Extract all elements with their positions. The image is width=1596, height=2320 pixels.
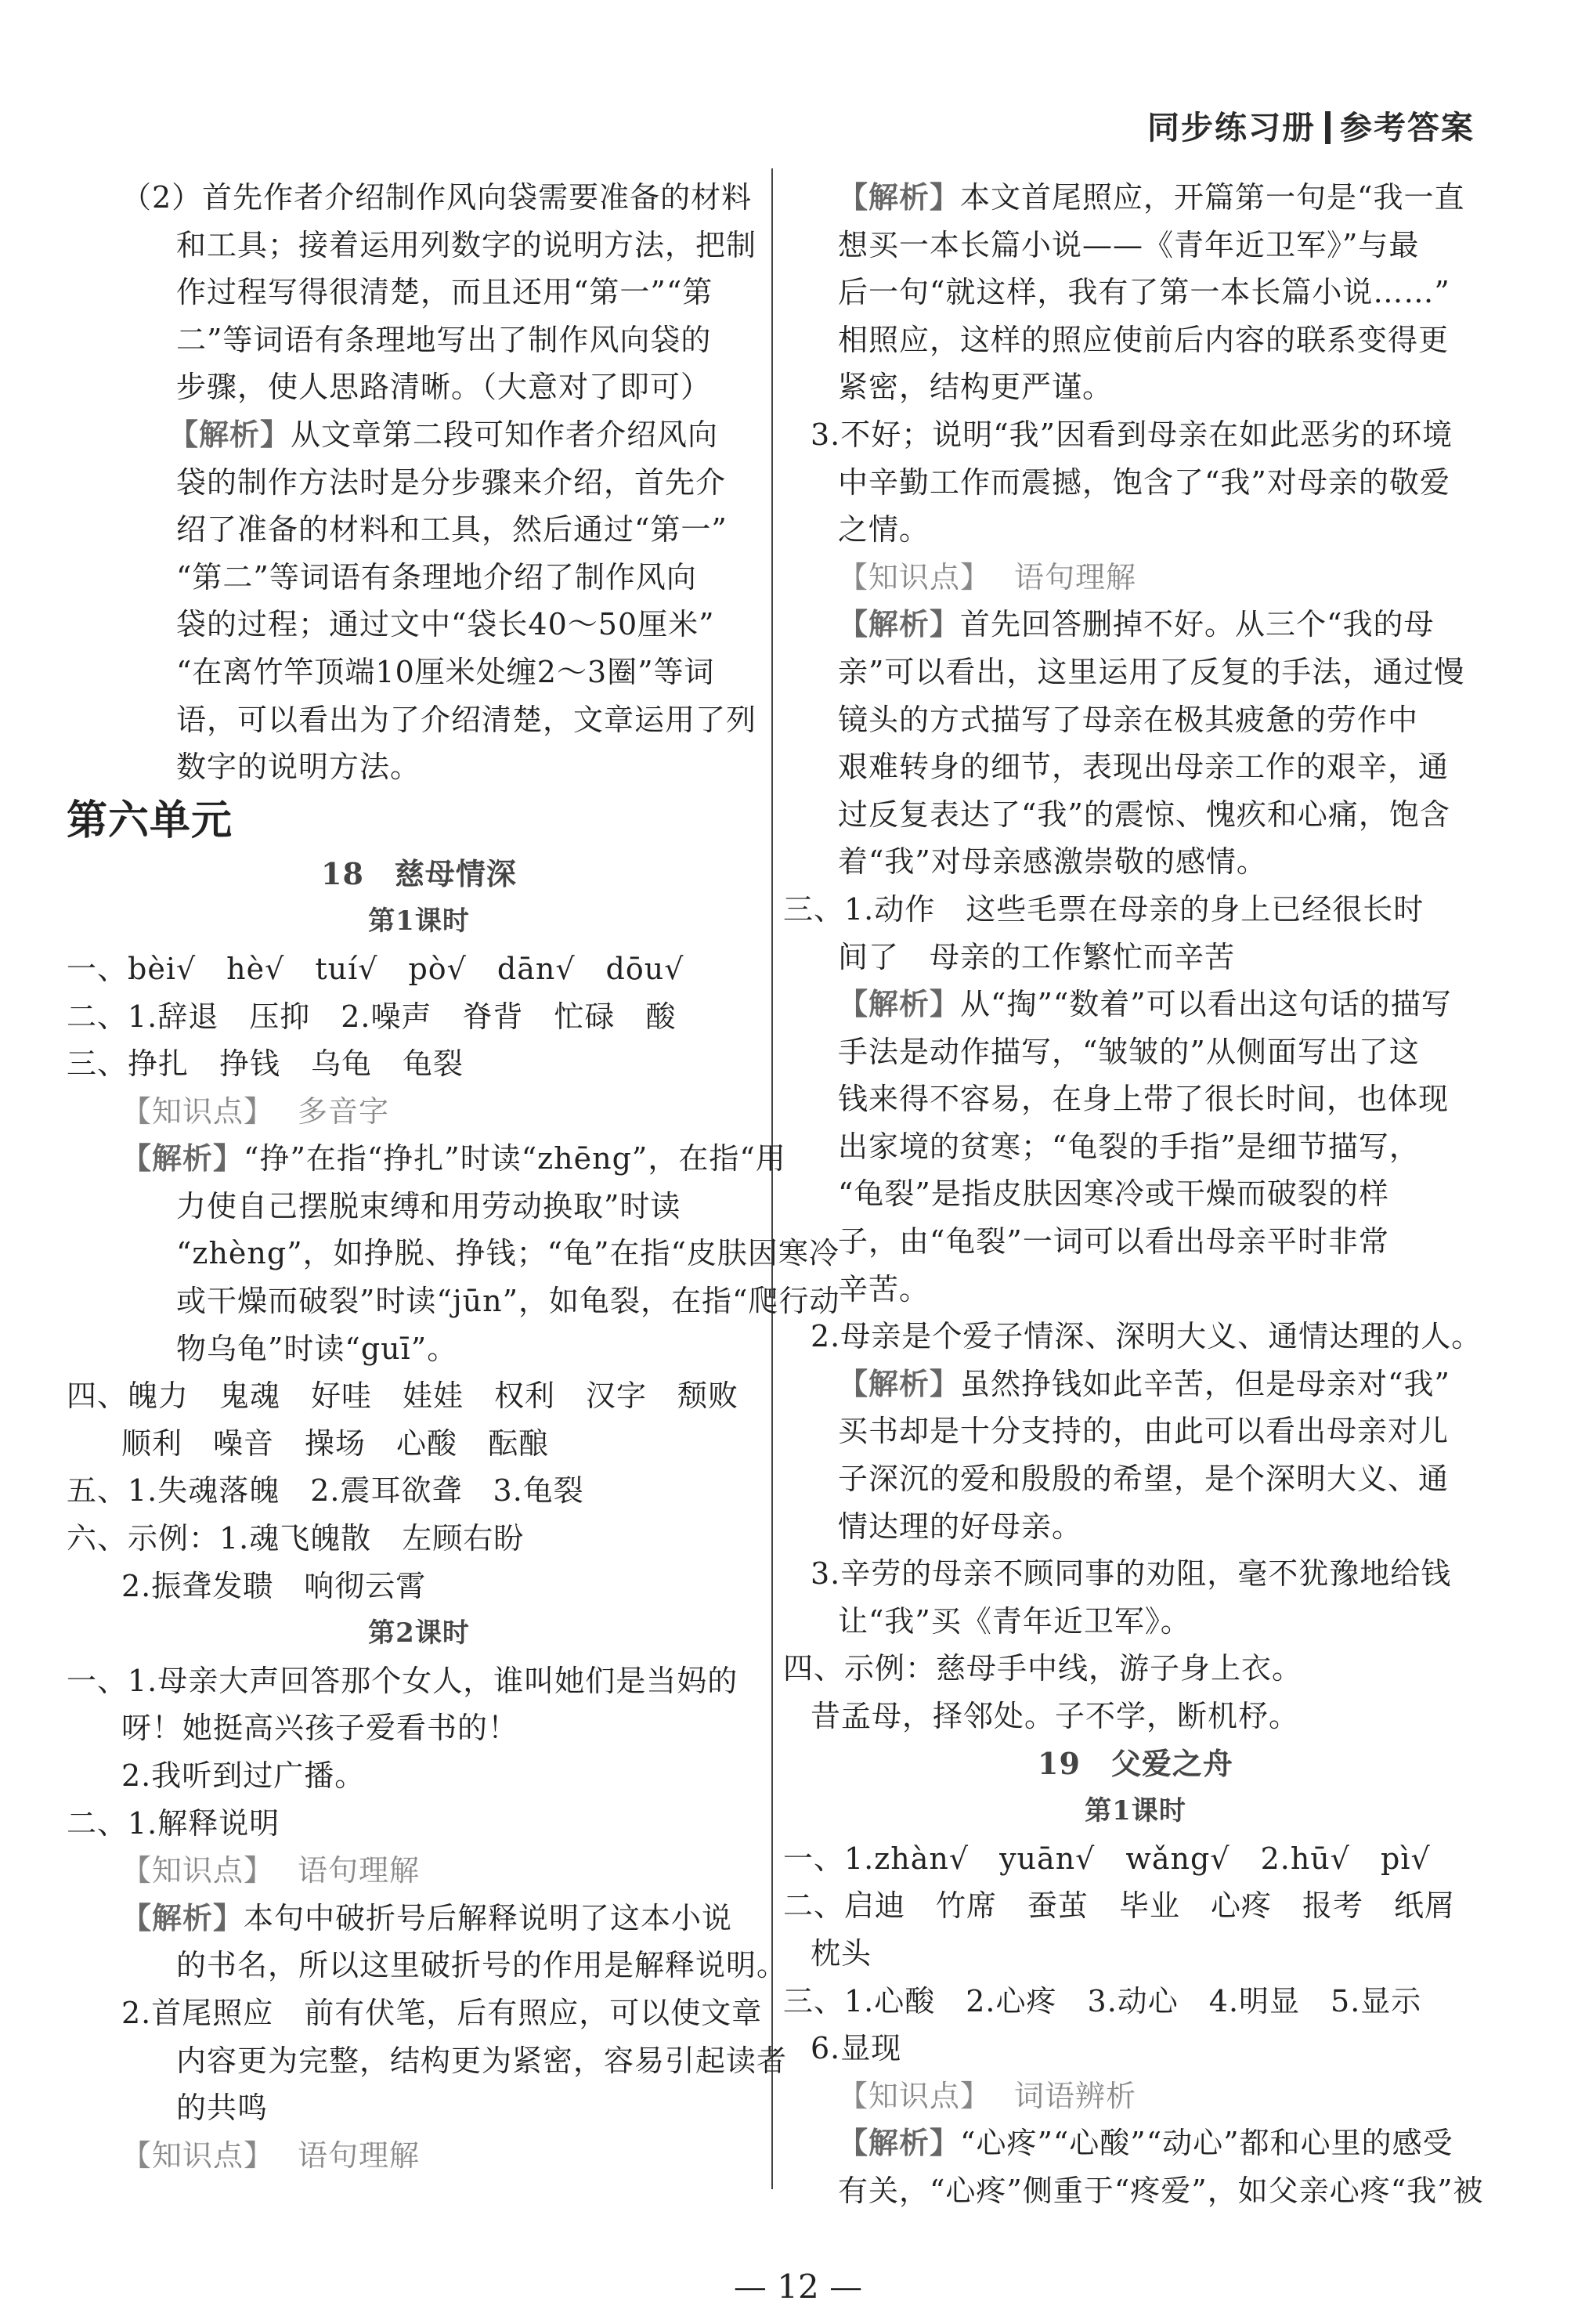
line-text: 二、1.辞退 压抑 2.噪声 脊背 忙碌 酸 bbox=[67, 999, 677, 1034]
line-text: （2）首先作者介绍制作风向袋需要准备的材料 bbox=[121, 180, 753, 215]
line-text: 2.首尾照应 前有伏笔，后有照应，可以使文章 bbox=[121, 1995, 763, 2030]
text-line bbox=[783, 174, 1488, 222]
line-text: 钱来得不容易，在身上带了很长时间，也体现 bbox=[838, 1082, 1450, 1117]
line-text: 语句理解 bbox=[1014, 559, 1137, 594]
text-line bbox=[783, 743, 1488, 791]
line-text: 六、示例：1.魂飞魄散 左顾右盼 bbox=[67, 1521, 525, 1556]
line-text: 从文章第二段可知作者介绍风向 bbox=[291, 417, 719, 452]
book-title: 同步练习册 bbox=[1147, 109, 1316, 146]
line-text: 或干燥而破裂”时读“jūn”，如龟裂，在指“爬行动 bbox=[176, 1284, 840, 1319]
line-text: “挣”在指“挣扎”时读“zhēng”，在指“用 bbox=[244, 1141, 786, 1176]
line-text: 相照应，这样的照应使前后内容的联系变得更 bbox=[838, 322, 1450, 357]
line-text: 第1课时 bbox=[368, 905, 470, 938]
knowledge-point-tag: 【知识点】 bbox=[121, 1093, 275, 1129]
line-text: 情达理的好母亲。 bbox=[838, 1509, 1083, 1544]
line-text: 顺利 噪音 操场 心酸 酝酿 bbox=[121, 1426, 550, 1461]
text-line bbox=[67, 1515, 771, 1563]
line-text: 辛苦。 bbox=[838, 1271, 930, 1306]
line-text: 本句中破折号后解释说明了这本小说 bbox=[244, 1900, 733, 1935]
line-text: 的共鸣 bbox=[176, 2091, 269, 2126]
line-text: 绍了准备的材料和工具，然后通过“第一” bbox=[176, 512, 728, 547]
line-text: 手法是动作描写，“皱皱的”从侧面写出了这 bbox=[838, 1034, 1420, 1069]
analysis-tag: 【解析】 bbox=[838, 179, 961, 215]
analysis-tag: 【解析】 bbox=[838, 1365, 961, 1401]
line-text: 和工具；接着运用列数字的说明方法，把制 bbox=[176, 227, 757, 262]
line-text: “zhèng”，如挣脱、挣钱；“龟”在指“皮肤因寒冷 bbox=[176, 1236, 840, 1271]
text-line bbox=[783, 222, 1488, 269]
header-separator bbox=[1325, 111, 1331, 144]
line-text: 18 慈母情深 bbox=[321, 855, 517, 891]
line-text: 呀！她挺高兴孩子爱看书的！ bbox=[121, 1711, 519, 1746]
right-column bbox=[783, 174, 1488, 2215]
line-text: 数字的说明方法。 bbox=[176, 750, 421, 785]
text-line bbox=[67, 1230, 840, 1277]
text-line bbox=[783, 601, 1488, 649]
line-text: 子，由“龟裂”一词可以看出母亲平时非常 bbox=[838, 1224, 1389, 1259]
text-line bbox=[67, 601, 771, 649]
analysis-tag: 【解析】 bbox=[121, 1899, 244, 1935]
line-text: 多音字 bbox=[298, 1093, 390, 1129]
line-text: 有关，“心疼”侧重于“疼爱”，如父亲心疼“我”被 bbox=[838, 2173, 1484, 2208]
line-text: 作过程写得很清楚，而且还用“第一”“第 bbox=[176, 275, 713, 310]
text-line bbox=[783, 1361, 1488, 1408]
text-line bbox=[67, 1752, 771, 1800]
text-line bbox=[67, 743, 771, 791]
line-text: 中辛勤工作而震撼，饱含了“我”对母亲的敬爱 bbox=[838, 464, 1450, 500]
text-line bbox=[67, 945, 771, 993]
line-text: “龟裂”是指皮肤因寒冷或干燥而破裂的样 bbox=[838, 1176, 1389, 1212]
line-text: 二”等词语有条理地写出了制作风向袋的 bbox=[176, 322, 712, 357]
line-text: 间了 母亲的工作繁忙而辛苦 bbox=[838, 939, 1236, 974]
text-line bbox=[783, 934, 1488, 981]
line-text: 让“我”买《青年近卫军》。 bbox=[838, 1603, 1191, 1639]
line-text: 镜头的方式描写了母亲在极其疲惫的劳作中 bbox=[838, 702, 1419, 737]
line-text: 虽然挣钱如此辛苦，但是母亲对“我” bbox=[960, 1366, 1450, 1401]
text-line bbox=[783, 1930, 1488, 1978]
text-line bbox=[783, 411, 1488, 459]
text-line bbox=[67, 1467, 771, 1515]
line-text: 袋的过程；通过文中“袋长40～50厘米” bbox=[176, 607, 715, 642]
left-column bbox=[67, 174, 840, 2179]
text-line bbox=[67, 1277, 840, 1325]
text-line bbox=[783, 1218, 1488, 1266]
line-text: 本文首尾照应，开篇第一句是“我一直 bbox=[960, 180, 1465, 215]
page-header bbox=[1147, 102, 1475, 148]
line-text: 枕头 bbox=[811, 1935, 872, 1971]
line-text: 一、1.母亲大声回答那个女人，谁叫她们是当妈的 bbox=[67, 1663, 738, 1698]
line-text: 第1课时 bbox=[1085, 1795, 1186, 1827]
page-number: — 12 — bbox=[733, 2268, 863, 2306]
text-line bbox=[783, 1598, 1488, 1646]
line-text: 四、魄力 鬼魂 好哇 娃娃 权利 汉字 颓败 bbox=[67, 1379, 739, 1414]
line-text: 昔孟母，择邻处。子不学，断机杼。 bbox=[811, 1699, 1300, 1733]
text-line bbox=[67, 316, 771, 364]
lesson-title bbox=[783, 1740, 1488, 1788]
text-line bbox=[783, 363, 1488, 411]
line-text: 步骤，使人思路清晰。（大意对了即可） bbox=[176, 370, 712, 405]
text-line bbox=[783, 269, 1488, 316]
line-text: 的书名，所以这里破折号的作用是解释说明。 bbox=[176, 1948, 788, 1983]
line-text: “在离竹竿顶端10厘米处缠2～3圈”等词 bbox=[176, 654, 715, 689]
line-text: 想买一本长篇小说——《青年近卫军》”与最 bbox=[838, 227, 1420, 262]
text-line bbox=[67, 1040, 771, 1088]
text-line bbox=[783, 1550, 1488, 1598]
text-line bbox=[783, 1693, 1488, 1740]
line-text: 内容更为完整，结构更为紧密，容易引起读者 bbox=[176, 2043, 788, 2078]
text-line bbox=[67, 363, 771, 411]
text-line bbox=[783, 2119, 1488, 2167]
line-text: 子深沉的爱和殷殷的希望，是个深明大义、通 bbox=[838, 1462, 1450, 1497]
line-text: 之情。 bbox=[838, 512, 930, 547]
text-line bbox=[783, 554, 1488, 602]
text-line bbox=[783, 791, 1488, 839]
analysis-tag: 【解析】 bbox=[838, 2125, 961, 2161]
text-line bbox=[67, 174, 771, 222]
text-line bbox=[783, 649, 1488, 696]
text-line bbox=[67, 1183, 771, 1230]
line-text: 出家境的贫寒；“龟裂的手指”是细节描写， bbox=[838, 1129, 1420, 1164]
text-line bbox=[783, 1313, 1488, 1361]
text-line bbox=[783, 886, 1488, 934]
line-text: 2.我听到过广播。 bbox=[121, 1758, 366, 1793]
text-line bbox=[783, 459, 1488, 507]
text-line bbox=[783, 1455, 1488, 1503]
line-text: 艰难转身的细节，表现出母亲工作的艰辛，通 bbox=[838, 750, 1450, 785]
line-text: 二、1.解释说明 bbox=[67, 1805, 280, 1841]
line-text: 语，可以看出为了介绍清楚，文章运用了列 bbox=[176, 702, 757, 737]
text-line bbox=[67, 1704, 771, 1752]
lesson-subtitle bbox=[67, 1610, 771, 1657]
line-text: 着“我”对母亲感激崇敬的感情。 bbox=[838, 844, 1267, 880]
line-text: 6.显现 bbox=[811, 2031, 902, 2066]
analysis-tag: 【解析】 bbox=[838, 986, 961, 1022]
line-text: 一、1.zhàn√ yuān√ wǎng√ 2.hū√ pì√ bbox=[783, 1841, 1431, 1876]
text-line bbox=[67, 649, 771, 696]
line-text: 三、1.动作 这些毛票在母亲的身上已经很长时 bbox=[783, 891, 1424, 927]
text-line bbox=[67, 459, 771, 507]
unit-heading bbox=[67, 791, 771, 851]
analysis-tag: 【解析】 bbox=[168, 416, 291, 452]
text-line bbox=[67, 1135, 786, 1183]
analysis-tag: 【解析】 bbox=[121, 1140, 244, 1176]
line-text: 一、bèi√ hè√ tuí√ pò√ dān√ dōu√ bbox=[67, 951, 684, 986]
text-line bbox=[783, 696, 1488, 744]
line-text: 物乌龟”时读“guī”。 bbox=[176, 1331, 458, 1366]
line-text: 五、1.失魂落魄 2.震耳欲聋 3.龟裂 bbox=[67, 1473, 584, 1509]
line-text: “第二”等词语有条理地介绍了制作风向 bbox=[176, 559, 697, 594]
line-text: 袋的制作方法时是分步骤来介绍，首先介 bbox=[176, 464, 727, 500]
text-line bbox=[67, 1563, 771, 1610]
line-text: 亲”可以看出，这里运用了反复的手法，通过慢 bbox=[838, 654, 1465, 689]
knowledge-point-tag: 【知识点】 bbox=[838, 2078, 991, 2113]
line-text: 第六单元 bbox=[67, 797, 233, 844]
text-line bbox=[783, 1408, 1488, 1455]
text-line bbox=[67, 1420, 771, 1468]
text-line bbox=[67, 1088, 771, 1136]
text-line bbox=[67, 1847, 771, 1895]
text-line bbox=[67, 222, 771, 269]
text-line bbox=[783, 2072, 1488, 2120]
line-text: 后一句“就这样，我有了第一本长篇小说……” bbox=[838, 275, 1450, 310]
text-line bbox=[783, 1645, 1488, 1693]
line-text: 从“掏”“数着”可以看出这句话的描写 bbox=[960, 987, 1452, 1022]
text-line bbox=[783, 1266, 1488, 1314]
text-line bbox=[67, 2037, 788, 2085]
text-line bbox=[67, 554, 771, 602]
text-line bbox=[783, 1835, 1488, 1883]
line-text: 紧密，结构更严谨。 bbox=[838, 370, 1114, 405]
text-line bbox=[67, 1895, 771, 1942]
text-line bbox=[67, 2084, 771, 2132]
line-text: 19 父爱之舟 bbox=[1038, 1745, 1233, 1781]
text-line bbox=[783, 1170, 1488, 1218]
section-title: 参考答案 bbox=[1340, 109, 1475, 146]
text-line bbox=[783, 316, 1488, 364]
text-line bbox=[783, 2167, 1488, 2215]
knowledge-point-tag: 【知识点】 bbox=[121, 2138, 275, 2173]
text-line bbox=[67, 1989, 771, 2037]
text-line bbox=[783, 1123, 1488, 1171]
text-line bbox=[67, 1325, 771, 1373]
text-line bbox=[783, 1978, 1488, 2025]
line-text: 词语辨析 bbox=[1014, 2078, 1137, 2113]
line-text: 三、挣扎 挣钱 乌龟 龟裂 bbox=[67, 1046, 464, 1082]
text-line bbox=[67, 1657, 771, 1705]
text-line bbox=[783, 506, 1488, 554]
text-line bbox=[67, 1372, 771, 1420]
text-line bbox=[783, 2025, 1488, 2072]
line-text: 首先回答删掉不好。从三个“我的母 bbox=[960, 607, 1435, 642]
text-line bbox=[67, 1800, 771, 1848]
line-text: “心疼”“心酸”“动心”都和心里的感受 bbox=[960, 2126, 1453, 2161]
text-line bbox=[783, 1075, 1488, 1123]
line-text: 二、启迪 竹席 蚕茧 毕业 心疼 报考 纸屑 bbox=[783, 1888, 1456, 1924]
knowledge-point-tag: 【知识点】 bbox=[121, 1853, 275, 1888]
line-text: 2.母亲是个爱子情深、深明大义、通情达理的人。 bbox=[811, 1319, 1482, 1354]
text-line bbox=[67, 269, 771, 316]
lesson-title bbox=[67, 851, 771, 898]
line-text: 过反复表达了“我”的震惊、愧疚和心痛，饱含 bbox=[838, 797, 1450, 832]
lesson-subtitle bbox=[67, 898, 771, 945]
text-line bbox=[783, 838, 1488, 886]
text-line bbox=[783, 981, 1488, 1028]
text-line bbox=[783, 1503, 1488, 1551]
line-text: 四、示例：慈母手中线，游子身上衣。 bbox=[783, 1651, 1303, 1686]
line-text: 第2课时 bbox=[368, 1617, 470, 1650]
text-line bbox=[67, 993, 771, 1041]
line-text: 3.不好；说明“我”因看到母亲在如此恶劣的环境 bbox=[811, 417, 1453, 452]
knowledge-point-tag: 【知识点】 bbox=[838, 559, 991, 594]
text-line bbox=[67, 1942, 788, 1989]
line-text: 三、1.心酸 2.心疼 3.动心 4.明显 5.显示 bbox=[783, 1983, 1422, 2018]
text-line bbox=[67, 506, 771, 554]
line-text: 语句理解 bbox=[298, 1853, 421, 1888]
text-line bbox=[67, 696, 771, 744]
line-text: 3.辛劳的母亲不顾同事的劝阻，毫不犹豫地给钱 bbox=[811, 1556, 1452, 1592]
text-line bbox=[783, 1028, 1488, 1076]
text-line bbox=[67, 2132, 771, 2180]
line-text: 买书却是十分支持的，由此可以看出母亲对儿 bbox=[838, 1414, 1450, 1449]
lesson-subtitle bbox=[783, 1787, 1488, 1835]
line-text: 力使自己摆脱束缚和用劳动换取”时读 bbox=[176, 1188, 681, 1223]
line-text: 2.振聋发聩 响彻云霄 bbox=[121, 1568, 427, 1603]
analysis-tag: 【解析】 bbox=[838, 606, 961, 642]
text-line bbox=[783, 1882, 1488, 1930]
line-text: 语句理解 bbox=[298, 2138, 421, 2173]
text-line bbox=[67, 411, 771, 459]
